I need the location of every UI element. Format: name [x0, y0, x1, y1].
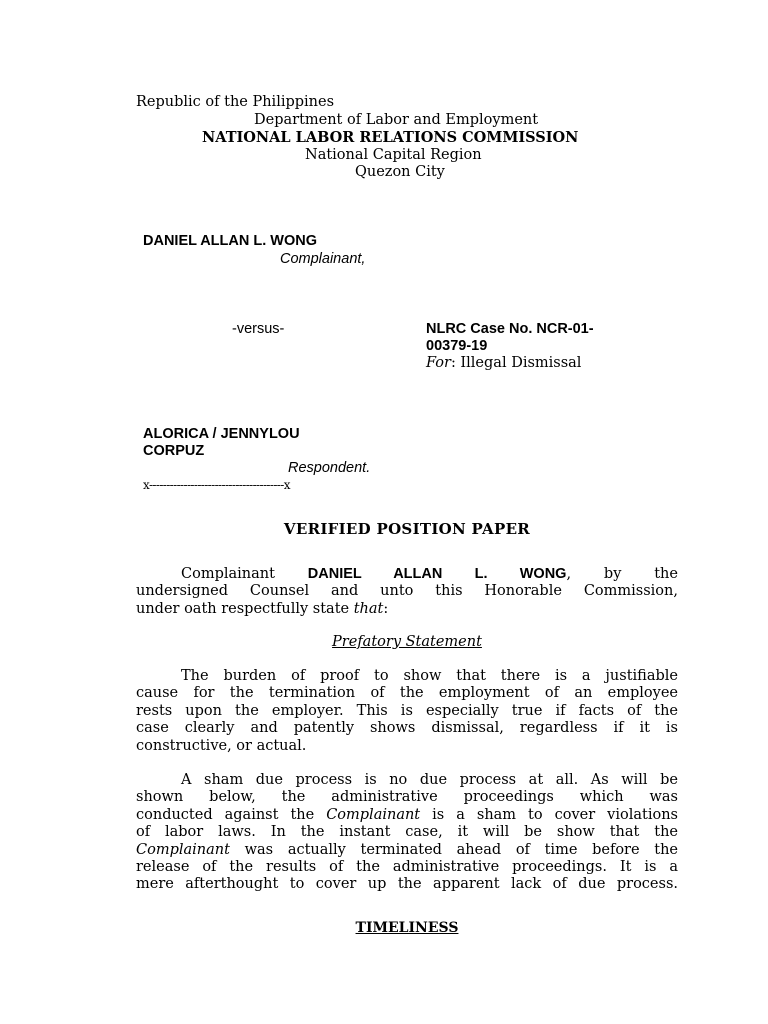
header-department: Department of Labor and Employment	[254, 112, 539, 128]
prefatory-heading: Prefatory Statement	[332, 634, 482, 650]
header-region: National Capital Region	[305, 147, 482, 163]
p2-line-6: release of the results of the administrative proceedings. It is a	[136, 859, 678, 876]
case-number-line1: NLRC Case No. NCR-01-	[426, 321, 594, 337]
header-city: Quezon City	[355, 164, 445, 180]
intro-line-2: undersigned Counsel and unto this Honorable Commission,	[136, 583, 678, 600]
complainant-name: DANIEL ALLAN L. WONG	[143, 233, 317, 249]
p2-line-2: shown below, the administrative proceedings which was	[136, 789, 678, 806]
for-label: For	[426, 355, 451, 371]
respondent-name-line2: CORPUZ	[143, 443, 205, 459]
respondent-name-line1: ALORICA / JENNYLOU	[143, 426, 300, 442]
case-nature	[426, 355, 581, 373]
for-value: : Illegal Dismissal	[450, 355, 582, 371]
p1-line-5: constructive, or actual.	[136, 737, 307, 754]
complainant-name-inline: DANIEL ALLAN L. WONG	[307, 566, 567, 582]
header-commission: NATIONAL LABOR RELATIONS COMMISSION	[202, 129, 579, 146]
p1-line-3: rests upon the employer. This is especially true if facts of the	[136, 702, 678, 719]
p1-line-1: The burden of proof to show that there is a justifiable	[181, 668, 678, 684]
caption-separator: x---------------------------------------x	[143, 478, 290, 492]
p1-line-2: cause for the termination of the employment of an employee	[136, 685, 678, 702]
timeliness-heading: TIMELINESS	[355, 920, 459, 936]
p1-line-4: case clearly and patently shows dismissal, regardless if it is	[136, 720, 678, 737]
document-title: VERIFIED POSITION PAPER	[283, 520, 531, 538]
p2-line-1: A sham due process is no due process at all. As will be	[181, 772, 678, 788]
p2-line-3: conducted against the Complainant is a sham to cover violations	[136, 806, 678, 823]
respondent-role: Respondent.	[288, 460, 371, 476]
intro-paragraph	[136, 566, 678, 618]
versus-label: -versus-	[232, 321, 285, 337]
header-republic: Republic of the Philippines	[136, 94, 335, 110]
paragraph-burden-of-proof	[136, 668, 678, 755]
intro-line-1: Complainant DANIEL ALLAN L. WONG, by the	[181, 566, 678, 582]
p2-line-4: of labor laws. In the instant case, it will be show that the	[136, 824, 678, 841]
p2-line-7: mere afterthought to cover up the apparent lack of due process.	[136, 876, 678, 893]
case-number-line2: 00379-19	[426, 338, 488, 354]
paragraph-sham-due-process	[136, 772, 678, 894]
intro-line-3: under oath respectfully state that:	[136, 600, 389, 617]
p2-line-5: Complainant was actually terminated ahead of time before the	[136, 841, 678, 858]
complainant-role: Complainant,	[280, 251, 366, 267]
